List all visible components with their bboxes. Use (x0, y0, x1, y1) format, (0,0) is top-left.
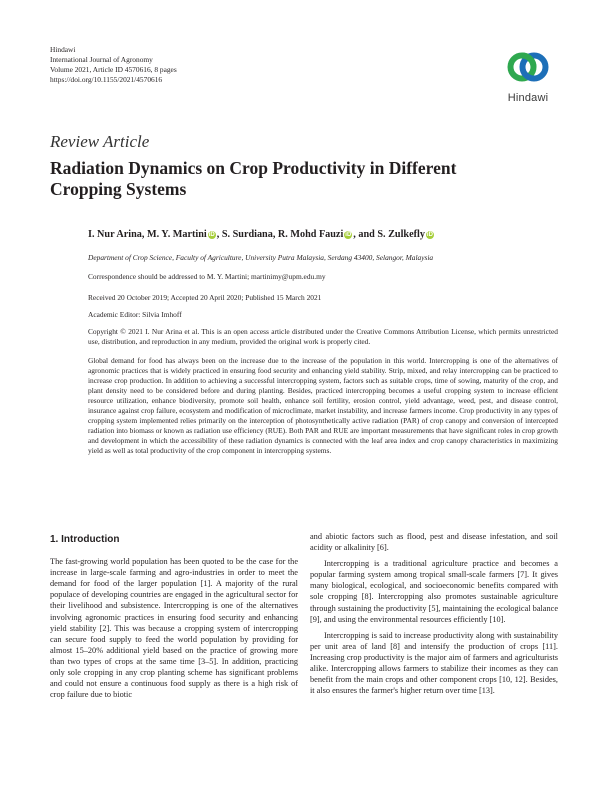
intro-paragraph-1: The fast-growing world population has been quoted to be the case for the increase in large-scale farming and agro-industries in order to meet the demand for food of the larger population [1]. A majority of the rural populace of developing countries are engaged in the agricultural sector for their livelihood and subsistence. Intercropping is one of the alternatives involving agronomic practices in ensuring food security and enhancing yield stability [2]. This was because a cropping system of intercropping can secure food supply to feed the world population by providing for almost 15–20% additional yield based on the practice of growing more than two types of crops at the same time [3–5]. In addition, practicing only sole cropping in any crop planting scheme has significant problems and could not ensure a continuous food supply as there is a high risk of crop failure due to biotic (50, 557, 298, 700)
intro-paragraph-1-continued: and abiotic factors such as flood, pest and disease infestation, and soil acidity or alkalinity [6]. (310, 532, 558, 553)
correspondence: Correspondence should be addressed to M. Y. Martini; martinimy@upm.edu.my (88, 272, 326, 281)
author-list (88, 229, 435, 240)
publisher-name: Hindawi (50, 45, 76, 54)
author-names-3: , and S. Zulkefly (353, 229, 425, 240)
intro-paragraph-2: Intercropping is a traditional agriculture practice and becomes a popular farming system among tropical small-scale farmers [7]. It gives many biological, ecological, and socioeconomic benefits compared with sole cropping [8]. Intercropping also promotes sustainable agriculture through sustaining the productivity [5], maintaining the ecological balance [9], and using the environmental resources efficiently [10]. (310, 559, 558, 624)
orcid-icon[interactable]: iD (208, 232, 215, 238)
orcid-icon[interactable]: iD (345, 232, 352, 238)
affiliation: Department of Crop Science, Faculty of Agriculture, University Putra Malaysia, Serdang 43400, Selangor, Malaysia (88, 253, 434, 262)
copyright-notice: Copyright © 2021 I. Nur Arina et al. This is an open access article distributed under the Creative Commons Attribution License, which permits unrestricted use, distribution, and reproduction in any medium, provided the original work is properly cited. (88, 327, 558, 346)
body-column-right (310, 531, 558, 696)
body-column-left (50, 530, 298, 700)
journal-meta (50, 45, 177, 85)
intro-paragraph-3: Intercropping is said to increase productivity along with sustainability per unit area of land [8] and intensify the production of crops [11]. Increasing crop productivity is the major aim of farmers and agriculturists alike. Intercropping allows farmers to stabilize their incomes as they can benefit from the main crops and other component crops [10, 12]. Besides, it also ensures the farmer's higher return over time [13]. (310, 630, 558, 696)
volume-info: Volume 2021, Article ID 4570616, 8 pages (50, 65, 177, 74)
journal-name: International Journal of Agronomy (50, 55, 153, 64)
orcid-icon[interactable]: iD (426, 232, 433, 238)
abstract: Global demand for food has always been on the increase due to the increase of the population in this world. Intercropping is one of the alternatives of agronomic practices that is widely practiced in ensuring food security and enhancing yield stability. Strip, mixed, and relay intercropping can be practiced to increase crop production. In addition to achieving a successful intercropping system, factors such as suitable crops, time of sowing, maturity of the crop, and plant density need to be considered before and during planting. Besides, practiced intercropping becomes a useful cropping system to increase efficient resource utilization, enhance biodiversity, promote soil health, enhance soil fertility, erosion control, yield advantage, weed, pest, and disease control, insurance against crop failure, ecosystem and modification of microclimate, market instability, and increase farmers income. Crop productivity in any types of cropping system implemented relies primarily on the interception of photosynthetically active radiation (PAR) of crop canopy and conversion of intercepted radiation into biomass or known as radiation use efficiency (RUE). Both PAR and RUE are important measurements that have significant roles in crop growth and development in which the accessibility of these radiation dynamics is connected with the leaf area index and crop canopy characteristics in maximizing yield as well as total productivity of the crop component in intercropping systems. (88, 356, 558, 455)
article-type: Review Article (50, 132, 150, 151)
article-title: Radiation Dynamics on Crop Productivity in Different Cropping Systems (50, 158, 457, 199)
section-heading: 1. Introduction (50, 534, 120, 545)
doi-link[interactable]: https://doi.org/10.1155/2021/4570616 (50, 75, 163, 84)
publication-dates: Received 20 October 2019; Accepted 20 April 2020; Published 15 March 2021 (88, 293, 322, 302)
author-names-2: , S. Surdiana, R. Mohd Fauzi (216, 229, 344, 240)
author-names-1: I. Nur Arina, M. Y. Martini (88, 229, 207, 240)
hindawi-logo-text: Hindawi (507, 92, 549, 104)
academic-editor: Academic Editor: Silvia Imhoff (88, 310, 182, 319)
